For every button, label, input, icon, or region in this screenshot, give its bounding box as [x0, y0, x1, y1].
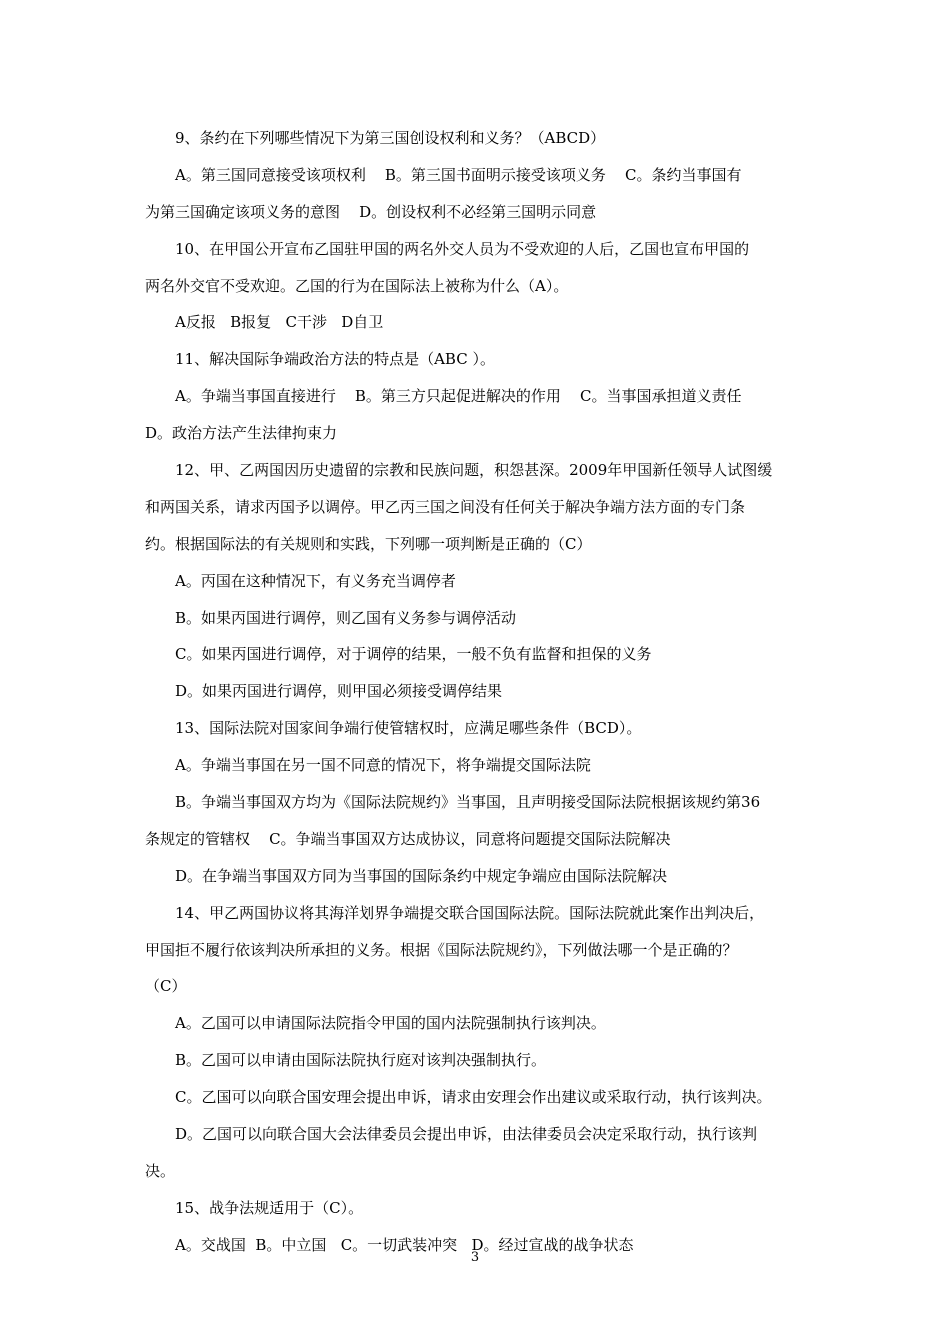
document-body: [145, 120, 810, 1264]
text-line: 条规定的管辖权 C。争端当事国双方达成协议，同意将问题提交国际法院解决: [145, 829, 671, 848]
text-line: A。丙国在这种情况下，有义务充当调停者: [175, 571, 456, 590]
text-line: A。交战国 B。中立国 C。一切武装冲突 D。经过宣战的战争状态: [175, 1235, 634, 1254]
text-line: B。乙国可以申请由国际法院执行庭对该判决强制执行。: [175, 1051, 547, 1070]
text-line: 14、甲乙两国协议将其海洋划界争端提交联合国国际法院。国际法院就此案作出判决后，: [175, 903, 765, 922]
text-line: 9、条约在下列哪些情况下为第三国创设权利和义务？（ABCD）: [175, 129, 606, 147]
text-line: 决。: [145, 1161, 176, 1180]
text-line: 10、在甲国公开宣布乙国驻甲国的两名外交人员为不受欢迎的人后，乙国也宣布甲国的: [175, 239, 750, 258]
text-line: D。政治方法产生法律拘束力: [145, 424, 338, 443]
text-line: 12、甲、乙两国因历史遗留的宗教和民族问题，积怨甚深。2009年甲国新任领导人试图缓: [175, 461, 773, 480]
text-line: 为第三国确定该项义务的意图 D。创设权利不必经第三国明示同意: [145, 202, 597, 221]
text-line: 13、国际法院对国家间争端行使管辖权时，应满足哪些条件（BCD）。: [175, 719, 642, 738]
text-line: A。乙国可以申请国际法院指令甲国的国内法院强制执行该判决。: [175, 1014, 606, 1033]
text-line: B。争端当事国双方均为《国际法院规约》当事国，且声明接受国际法院根据该规约第36: [175, 793, 761, 812]
text-line: D。乙国可以向联合国大会法律委员会提出申诉，由法律委员会决定采取行动，执行该判: [175, 1125, 758, 1144]
text-line: A。第三国同意接受该项权利 B。第三国书面明示接受该项义务 C。条约当事国有: [175, 165, 742, 184]
text-line: （C）: [145, 977, 187, 996]
text-line: C。如果丙国进行调停，对于调停的结果，一般不负有监督和担保的义务: [175, 645, 652, 664]
text-line: 甲国拒不履行依该判决所承担的义务。根据《国际法院规约》，下列做法哪一个是正确的？: [145, 940, 738, 959]
text-line: B。如果丙国进行调停，则乙国有义务参与调停活动: [175, 608, 517, 627]
text-line: D。如果丙国进行调停，则甲国必须接受调停结果: [175, 682, 503, 701]
text-line: 两名外交官不受欢迎。乙国的行为在国际法上被称为什么（A）。: [145, 276, 569, 295]
text-line: C。乙国可以向联合国安理会提出申诉，请求由安理会作出建议或采取行动，执行该判决。: [175, 1088, 772, 1107]
text-line: 约。根据国际法的有关规则和实践，下列哪一项判断是正确的（C）: [145, 534, 592, 553]
text-line: D。在争端当事国双方同为当事国的国际条约中规定争端应由国际法院解决: [175, 866, 668, 885]
text-line: 和两国关系，请求丙国予以调停。甲乙丙三国之间没有任何关于解决争端方法方面的专门条: [145, 497, 746, 516]
text-line: 11、解决国际争端政治方法的特点是（ABC ）。: [175, 350, 495, 369]
page-number: 3: [470, 1250, 480, 1265]
text-line: A反报 B报复 C干涉 D自卫: [175, 313, 384, 332]
text-line: A。争端当事国直接进行 B。第三方只起促进解决的作用 C。当事国承担道义责任: [175, 387, 742, 406]
text-line: 15、战争法规适用于（C）。: [175, 1198, 364, 1217]
text-line: A。争端当事国在另一国不同意的情况下，将争端提交国际法院: [175, 756, 591, 775]
